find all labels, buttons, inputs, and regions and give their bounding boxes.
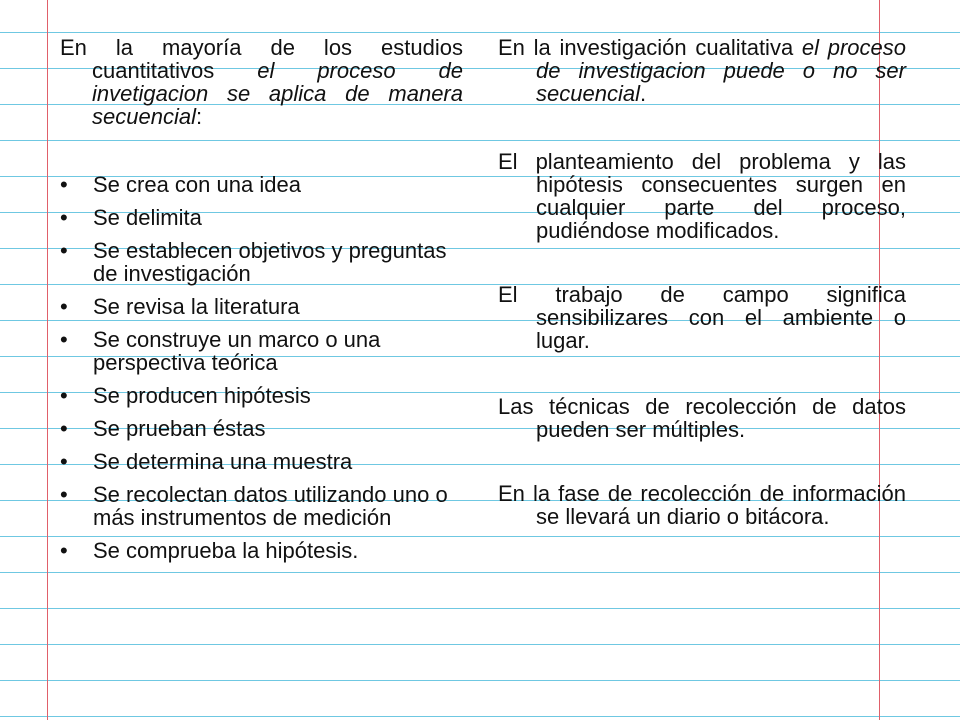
fieldwork-paragraph: El trabajo de campo significa sensibilizares con el ambiente o lugar. (498, 282, 906, 353)
bullet-icon: • (60, 383, 68, 408)
list-item: • Se crea con una idea (60, 172, 301, 197)
bullet-icon: • (60, 327, 68, 352)
bullet-icon: • (60, 172, 68, 197)
list-item: • Se recolectan datos utilizando uno o más instrumentos de medición (60, 482, 448, 530)
list-item: • Se delimita (60, 205, 202, 230)
list-item: • Se comprueba la hipótesis. (60, 538, 359, 563)
bullet-icon: • (60, 294, 68, 319)
quantitative-intro: En la mayoría de los estudios cuantitativos el proceso de invetigacion se aplica de manera secuencial: (60, 35, 464, 129)
bullet-icon: • (60, 205, 68, 230)
journal-paragraph: En la fase de recolección de información se llevará un diario o bitácora. (498, 481, 906, 529)
bullet-icon: • (60, 238, 68, 263)
quantitative-column (60, 36, 463, 572)
bullet-icon: • (60, 449, 68, 474)
left-margin-line (47, 0, 48, 720)
quantitative-steps-list (60, 173, 463, 562)
list-item: • Se construye un marco o una perspectiva teórica (60, 327, 381, 375)
collection-techniques-paragraph: Las técnicas de recolección de datos pueden ser múltiples. (498, 394, 906, 442)
bullet-icon: • (60, 416, 68, 441)
list-item: • Se producen hipótesis (60, 383, 311, 408)
qualitative-column (498, 36, 906, 528)
bullet-icon: • (60, 538, 68, 563)
list-item: • Se prueban éstas (60, 416, 266, 441)
bullet-icon: • (60, 482, 68, 507)
qualitative-intro: En la investigación cualitativa el proceso de investigacion puede o no ser secuencial. (498, 35, 906, 106)
list-item: • Se revisa la literatura (60, 294, 300, 319)
list-item: • Se establecen objetivos y preguntas de investigación (60, 238, 447, 286)
list-item: • Se determina una muestra (60, 449, 353, 474)
problem-statement-paragraph: El planteamiento del problema y las hipótesis consecuentes surgen en cualquier parte del proceso, pudiéndose modificados. (498, 149, 906, 243)
